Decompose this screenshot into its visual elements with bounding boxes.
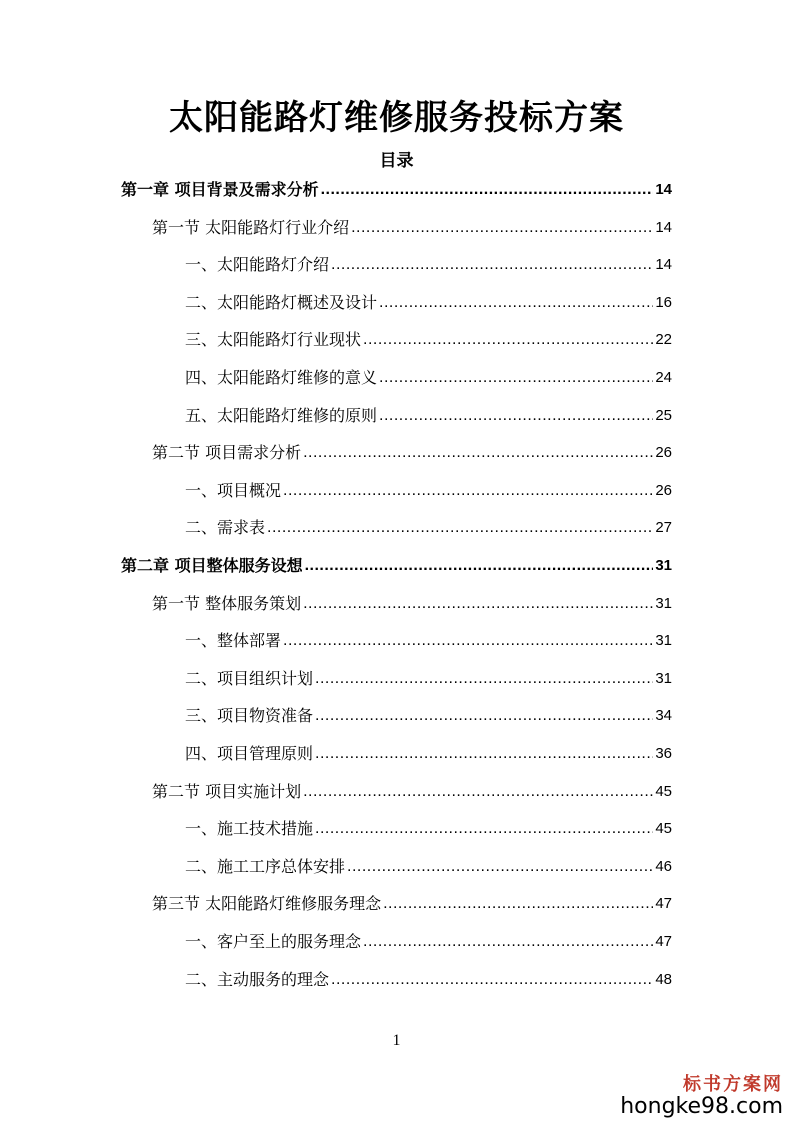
toc-dot-leader: [303, 443, 653, 463]
toc-entry-page: 14: [655, 181, 672, 198]
toc-dot-leader: [331, 970, 653, 990]
toc-dot-leader: [305, 556, 654, 576]
toc-item-entry[interactable]: [185, 928, 672, 952]
toc-entry-label: 第一节 太阳能路灯行业介绍: [152, 218, 350, 237]
toc-item-entry[interactable]: [185, 853, 672, 877]
toc-chapter-entry[interactable]: [121, 552, 672, 576]
toc-entry-label: 二、太阳能路灯概述及设计: [185, 293, 378, 312]
toc-entry-page: 47: [655, 933, 672, 950]
toc-dot-leader: [315, 744, 653, 764]
watermark-site-name: 标书方案网: [683, 1074, 783, 1095]
watermark-url: hongke98.com: [620, 1094, 783, 1119]
toc-entry-page: 31: [655, 632, 672, 649]
toc-entry-label: 四、太阳能路灯维修的意义: [185, 368, 378, 387]
toc-entry-label: 一、施工技术措施: [185, 819, 314, 838]
toc-dot-leader: [283, 631, 653, 651]
toc-entry-page: 27: [655, 519, 672, 536]
toc-item-entry[interactable]: [185, 740, 672, 764]
toc-entry-page: 34: [655, 707, 672, 724]
toc-item-entry[interactable]: [185, 251, 672, 275]
toc-item-entry[interactable]: [185, 514, 672, 538]
toc-entry-label: 第一节 整体服务策划: [152, 594, 302, 613]
toc-dot-leader: [315, 669, 653, 689]
toc-item-entry[interactable]: [185, 326, 672, 350]
toc-entry-page: 47: [655, 895, 672, 912]
toc-dot-leader: [363, 330, 653, 350]
toc-entry-page: 31: [655, 670, 672, 687]
toc-item-entry[interactable]: [185, 665, 672, 689]
toc-entry-page: 45: [655, 820, 672, 837]
toc-section-entry[interactable]: [152, 890, 672, 914]
toc-entry-label: 第一章 项目背景及需求分析: [121, 180, 319, 199]
toc-item-entry[interactable]: [185, 364, 672, 388]
toc-dot-leader: [315, 819, 653, 839]
toc-dot-leader: [303, 594, 653, 614]
toc-item-entry[interactable]: [185, 402, 672, 426]
toc-entry-label: 二、项目组织计划: [185, 669, 314, 688]
toc-entry-label: 三、项目物资准备: [185, 706, 314, 725]
toc-item-entry[interactable]: [185, 815, 672, 839]
toc-item-entry[interactable]: [185, 289, 672, 313]
page-number: 1: [392, 1032, 401, 1049]
toc-entry-page: 25: [655, 407, 672, 424]
toc-entry-page: 22: [655, 331, 672, 348]
toc-dot-leader: [303, 782, 653, 802]
toc-entry-page: 16: [655, 294, 672, 311]
toc-dot-leader: [267, 518, 653, 538]
toc-entry-page: 48: [655, 971, 672, 988]
toc-dot-leader: [347, 857, 653, 877]
toc-entry-label: 二、需求表: [185, 518, 266, 537]
toc-entry-label: 一、项目概况: [185, 481, 282, 500]
toc-entry-page: 14: [655, 219, 672, 236]
toc-section-entry[interactable]: [152, 214, 672, 238]
toc-entry-page: 31: [655, 557, 672, 574]
toc-entry-page: 31: [655, 595, 672, 612]
toc-dot-leader: [321, 180, 654, 200]
toc-dot-leader: [283, 481, 653, 501]
toc-item-entry[interactable]: [185, 477, 672, 501]
toc-entry-page: 26: [655, 444, 672, 461]
document-title: 太阳能路灯维修服务投标方案: [169, 98, 624, 138]
toc-entry-label: 第三节 太阳能路灯维修服务理念: [152, 894, 382, 913]
toc-section-entry[interactable]: [152, 439, 672, 463]
toc-entry-label: 四、项目管理原则: [185, 744, 314, 763]
toc-dot-leader: [351, 218, 653, 238]
toc-dot-leader: [315, 706, 653, 726]
toc-item-entry[interactable]: [185, 702, 672, 726]
toc-entry-label: 第二节 项目需求分析: [152, 443, 302, 462]
toc-dot-leader: [379, 293, 653, 313]
toc-entry-page: 36: [655, 745, 672, 762]
toc-entry-label: 三、太阳能路灯行业现状: [185, 330, 362, 349]
toc-dot-leader: [379, 368, 653, 388]
toc-dot-leader: [383, 894, 653, 914]
toc-dot-leader: [363, 932, 653, 952]
toc-item-entry[interactable]: [185, 627, 672, 651]
watermark-logo: [620, 1070, 783, 1119]
toc-entry-label: 一、整体部署: [185, 631, 282, 650]
toc-entry-page: 45: [655, 783, 672, 800]
toc-entry-page: 24: [655, 369, 672, 386]
toc-entry-page: 46: [655, 858, 672, 875]
toc-entry-page: 26: [655, 482, 672, 499]
toc-heading: 目录: [379, 151, 414, 171]
toc-dot-leader: [331, 255, 653, 275]
toc-entry-label: 第二章 项目整体服务设想: [121, 556, 303, 575]
toc-entry-label: 二、主动服务的理念: [185, 970, 330, 989]
toc-entry-label: 二、施工工序总体安排: [185, 857, 346, 876]
toc-entry-page: 14: [655, 256, 672, 273]
toc-section-entry[interactable]: [152, 778, 672, 802]
toc-entry-label: 一、太阳能路灯介绍: [185, 255, 330, 274]
toc-chapter-entry[interactable]: [121, 176, 672, 200]
toc-entry-label: 五、太阳能路灯维修的原则: [185, 406, 378, 425]
toc-item-entry[interactable]: [185, 966, 672, 990]
toc-section-entry[interactable]: [152, 590, 672, 614]
toc-entry-label: 第二节 项目实施计划: [152, 782, 302, 801]
toc-dot-leader: [379, 406, 653, 426]
toc-entry-label: 一、客户至上的服务理念: [185, 932, 362, 951]
